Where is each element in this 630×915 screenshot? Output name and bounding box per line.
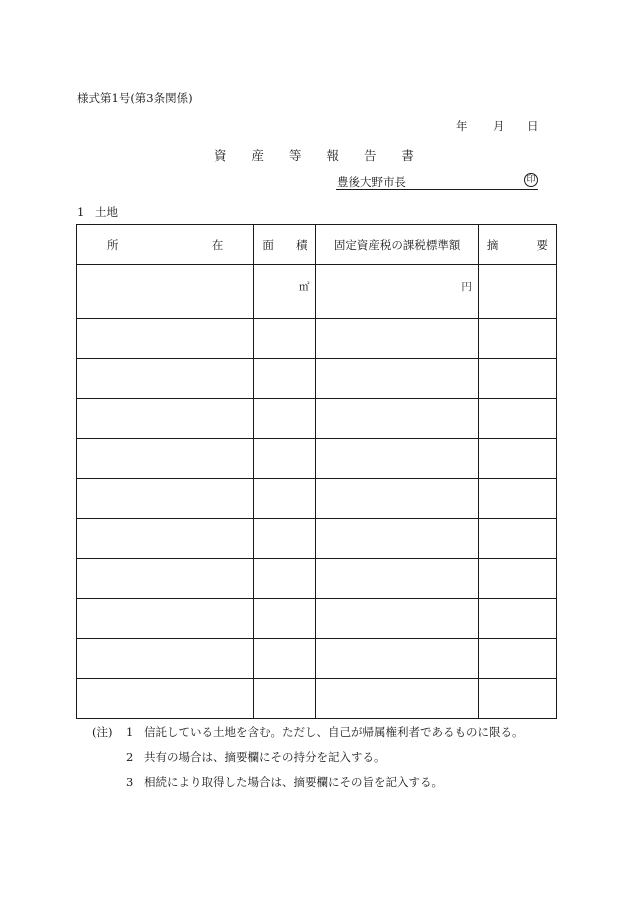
header-tax-value: 固定資産税の課税標準額 [316,225,478,265]
location-cell[interactable] [77,479,254,519]
area-cell[interactable] [254,359,316,399]
location-cell[interactable] [77,559,254,599]
note-text: 信託している土地を含む。ただし、自己が帰属権利者であるものに限る。 [144,725,524,739]
location-cell[interactable] [77,439,254,479]
header-area-left: 面 [262,237,274,252]
tax-value-cell[interactable] [316,319,478,359]
tax-value-cell[interactable] [316,265,478,319]
header-remarks-right: 要 [536,237,548,252]
table-header-row [77,225,557,265]
area-cell[interactable] [254,439,316,479]
table-row [77,519,557,559]
tax-value-cell[interactable] [316,479,478,519]
location-cell[interactable] [77,639,254,679]
header-remarks [478,225,556,265]
note-text: 相続により取得した場合は、摘要欄にその旨を記入する。 [144,775,443,789]
title-char: 資 [214,148,227,163]
tax-value-unit: 円 [461,281,472,293]
tax-value-cell[interactable] [316,639,478,679]
header-location-right: 在 [211,237,224,252]
table-row [77,265,557,319]
title-char: 産 [251,148,264,163]
location-cell[interactable] [77,359,254,399]
section-number: 1 [77,205,85,219]
remarks-cell[interactable] [478,679,556,719]
title-char: 報 [326,148,339,163]
location-cell[interactable] [77,679,254,719]
note-number: 1 [126,725,134,739]
tax-value-cell[interactable] [316,439,478,479]
header-remarks-left: 摘 [486,237,499,252]
remarks-cell[interactable] [478,639,556,679]
note-item [92,720,524,745]
table-row [77,479,557,519]
table-row [77,599,557,639]
title-char: 告 [363,148,377,163]
notes-section [92,720,524,795]
location-cell[interactable] [77,599,254,639]
note-number: 3 [126,775,134,789]
date-year-label: 年 [456,119,468,133]
section-heading [77,204,118,220]
tax-value-cell[interactable] [316,519,478,559]
note-item [92,745,524,770]
header-area-right: 積 [295,237,308,252]
table-row [77,319,557,359]
note-item [92,770,524,795]
note-number: 2 [126,750,134,764]
area-cell[interactable] [254,559,316,599]
land-table [76,224,557,719]
table-row [77,359,557,399]
recipient-name: 豊後大野市長 [337,175,406,189]
table-row [77,399,557,439]
tax-value-cell[interactable] [316,399,478,439]
title-char: 書 [401,148,414,163]
table-row [77,439,557,479]
location-cell[interactable] [77,399,254,439]
remarks-cell[interactable] [478,439,556,479]
area-cell[interactable] [254,265,316,319]
area-cell[interactable] [254,639,316,679]
table-row [77,679,557,719]
tax-value-cell[interactable] [316,679,478,719]
tax-value-cell[interactable] [316,359,478,399]
note-text: 共有の場合は、摘要欄にその持分を記入する。 [144,750,386,764]
location-cell[interactable] [77,519,254,559]
tax-value-cell[interactable] [316,599,478,639]
remarks-cell[interactable] [478,599,556,639]
date-day-label: 日 [527,119,539,133]
area-unit: ㎡ [298,281,310,293]
area-cell[interactable] [254,479,316,519]
area-cell[interactable] [254,519,316,559]
location-cell[interactable] [77,265,254,319]
area-cell[interactable] [254,399,316,439]
notes-label: (注) [92,725,113,739]
form-number: 様式第1号(第3条関係) [77,91,193,105]
table-row [77,559,557,599]
location-cell[interactable] [77,319,254,359]
header-location [77,225,254,265]
remarks-cell[interactable] [478,359,556,399]
document-title [214,146,414,164]
area-cell[interactable] [254,319,316,359]
section-label: 土地 [95,205,118,219]
title-char: 等 [288,148,302,163]
tax-value-cell[interactable] [316,559,478,599]
remarks-cell[interactable] [478,479,556,519]
recipient-line [336,173,538,190]
table-row [77,639,557,679]
remarks-cell[interactable] [478,559,556,599]
remarks-cell[interactable] [478,319,556,359]
seal-mark-icon: 印 [524,173,538,187]
date-month-label: 月 [493,119,505,133]
remarks-cell[interactable] [478,265,556,319]
area-cell[interactable] [254,679,316,719]
header-location-left: 所 [107,237,119,252]
area-cell[interactable] [254,599,316,639]
remarks-cell[interactable] [478,519,556,559]
header-area [254,225,316,265]
remarks-cell[interactable] [478,399,556,439]
